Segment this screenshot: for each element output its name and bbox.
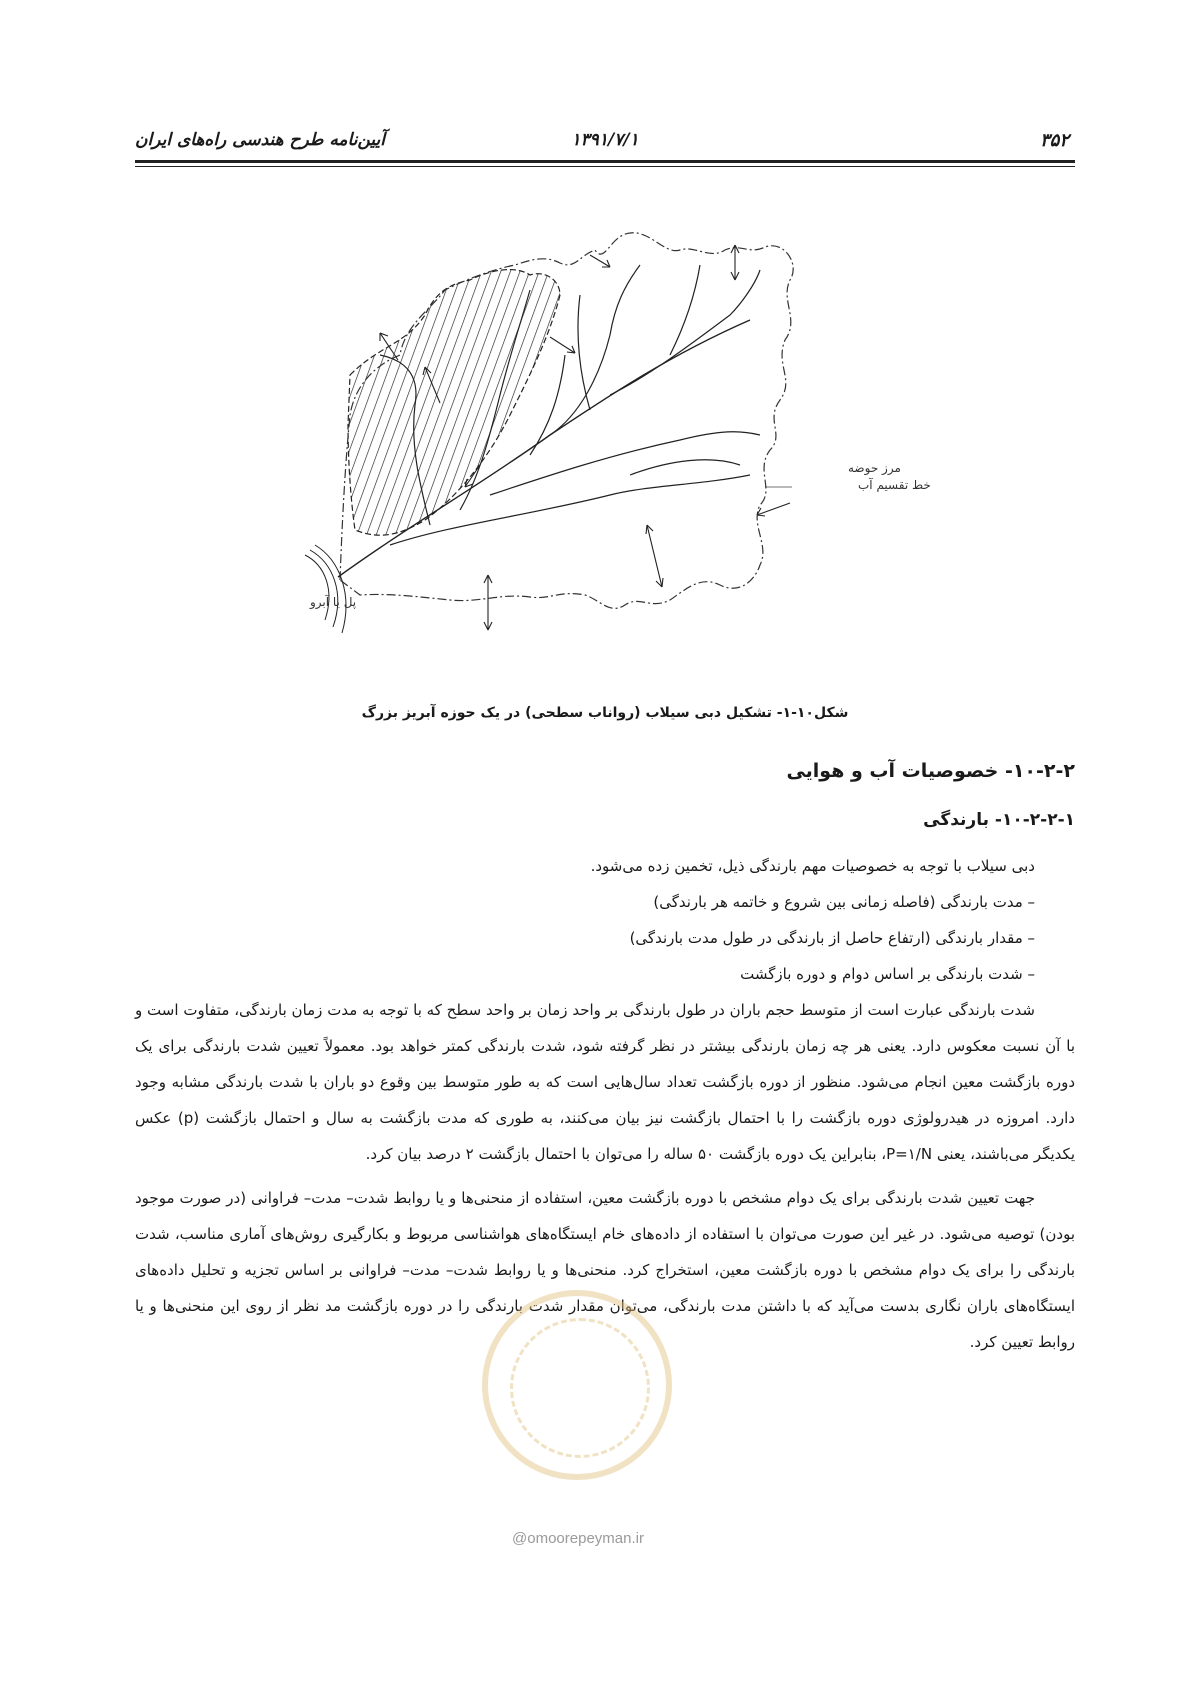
header-date: ۱۳۹۱/۷/۱ [571, 130, 639, 150]
stream-branch [670, 265, 700, 355]
book-title: آیین‌نامه طرح هندسی راه‌های ایران [135, 130, 385, 150]
stream-branch [550, 265, 640, 435]
page-header [135, 122, 1075, 158]
intro-text: دبی سیلاب با توجه به خصوصیات مهم بارندگی ذیل، تخمین زده می‌شود. [590, 857, 1035, 875]
watershed-figure [230, 225, 950, 685]
stream-branch [578, 295, 590, 410]
hatched-subbasin [348, 270, 560, 536]
bullet-item: – مقدار بارندگی (ارتفاع حاصل از بارندگی در طول مدت بارندگی) [629, 929, 1035, 947]
stream-branch [530, 355, 565, 455]
flow-arrow [550, 337, 575, 353]
flow-arrow [647, 525, 662, 587]
stream-branch [490, 432, 760, 495]
outlet-label: پل یا آبرو [310, 595, 357, 609]
header-rule-thin [135, 166, 1075, 167]
header-rule-thick [135, 160, 1075, 163]
watershed-diagram [230, 225, 950, 685]
section-content [135, 760, 1075, 1360]
stream-branch [630, 460, 740, 475]
bullet-item: – شدت بارندگی بر اساس دوام و دوره بازگشت [740, 965, 1035, 983]
outlet-lines [305, 555, 329, 620]
flow-arrow [757, 503, 790, 515]
bullet-item: – مدت بارندگی (فاصله زمانی بین شروع و خاتمه هر بارندگی) [653, 893, 1035, 911]
page-number: ۳۵۲ [1039, 130, 1069, 151]
watershed-label-line1: مرز حوضه [848, 461, 901, 475]
section-heading: ۱۰-۲-۲- خصوصیات آب و هوایی [786, 760, 1075, 782]
stream-branch [610, 270, 760, 395]
body-paragraph: جهت تعیین شدت بارندگی برای یک دوام مشخص با دوره بازگشت معین، استفاده از منحنی‌ها و یا روابط شدت– مدت– فراوانی (در صورت موجود بودن) توصیه می‌شود. در غیر این صورت می‌توان با استفاده از داده‌های خام ایستگاه‌های هواشناسی مربوط و بکارگیری روش‌های آماری مناسب، شدت بارندگی را برای یک دوام مشخص با دوره بازگشت معین، استخراج کرد. منحنی‌ها و یا روابط شدت– مدت– فراوانی بر اساس تجزیه و تحلیل داده‌های ایستگاه‌های باران نگاری بدست می‌آید که با داشتن مدت بارندگی، می‌توان مقدار شدت بارندگی را در دوره بازگشت مد نظر از روی این منحنی‌ها و یا روابط تعیین کرد. [135, 1189, 1075, 1351]
figure-caption: شکل۱۰-۱- تشکیل دبی سیلاب (رواناب سطحی) در یک حوزه آبریز بزرگ [361, 705, 849, 721]
subsection-heading: ۱۰-۲-۲-۱- بارندگی [923, 810, 1075, 830]
watermark-url: @omoorepeyman.ir [512, 1530, 644, 1547]
watershed-label-line2: خط تقسیم آب [858, 478, 931, 492]
body-paragraph: شدت بارندگی عبارت است از متوسط حجم باران در طول بارندگی بر واحد زمان بر واحد سطح که با توجه به مدت زمان بارندگی، متفاوت است و با آن نسبت معکوس دارد. یعنی هر چه زمان بارندگی بیشتر در نظر گرفته شود، شدت بارندگی کمتر خواهد بود. معمولاً تعیین شدت بارندگی برای یک دوره بازگشت معین انجام می‌شود. منظور از دوره بازگشت تعداد سال‌هایی است که به طور متوسط بین وقوع دو باران با شدت بارندگی مشابه وجود دارد. امروزه در هیدرولوژی دوره بازگشت را با احتمال بازگشت نیز بیان می‌کنند، به طوری که مدت بازگشت به سال و احتمال بازگشت (p) عکس یکدیگر می‌باشند، یعنی P=۱/N، بنابراین یک دوره بازگشت ۵۰ ساله را می‌توان با احتمال بازگشت ۲ درصد بیان کرد. [135, 1001, 1075, 1163]
